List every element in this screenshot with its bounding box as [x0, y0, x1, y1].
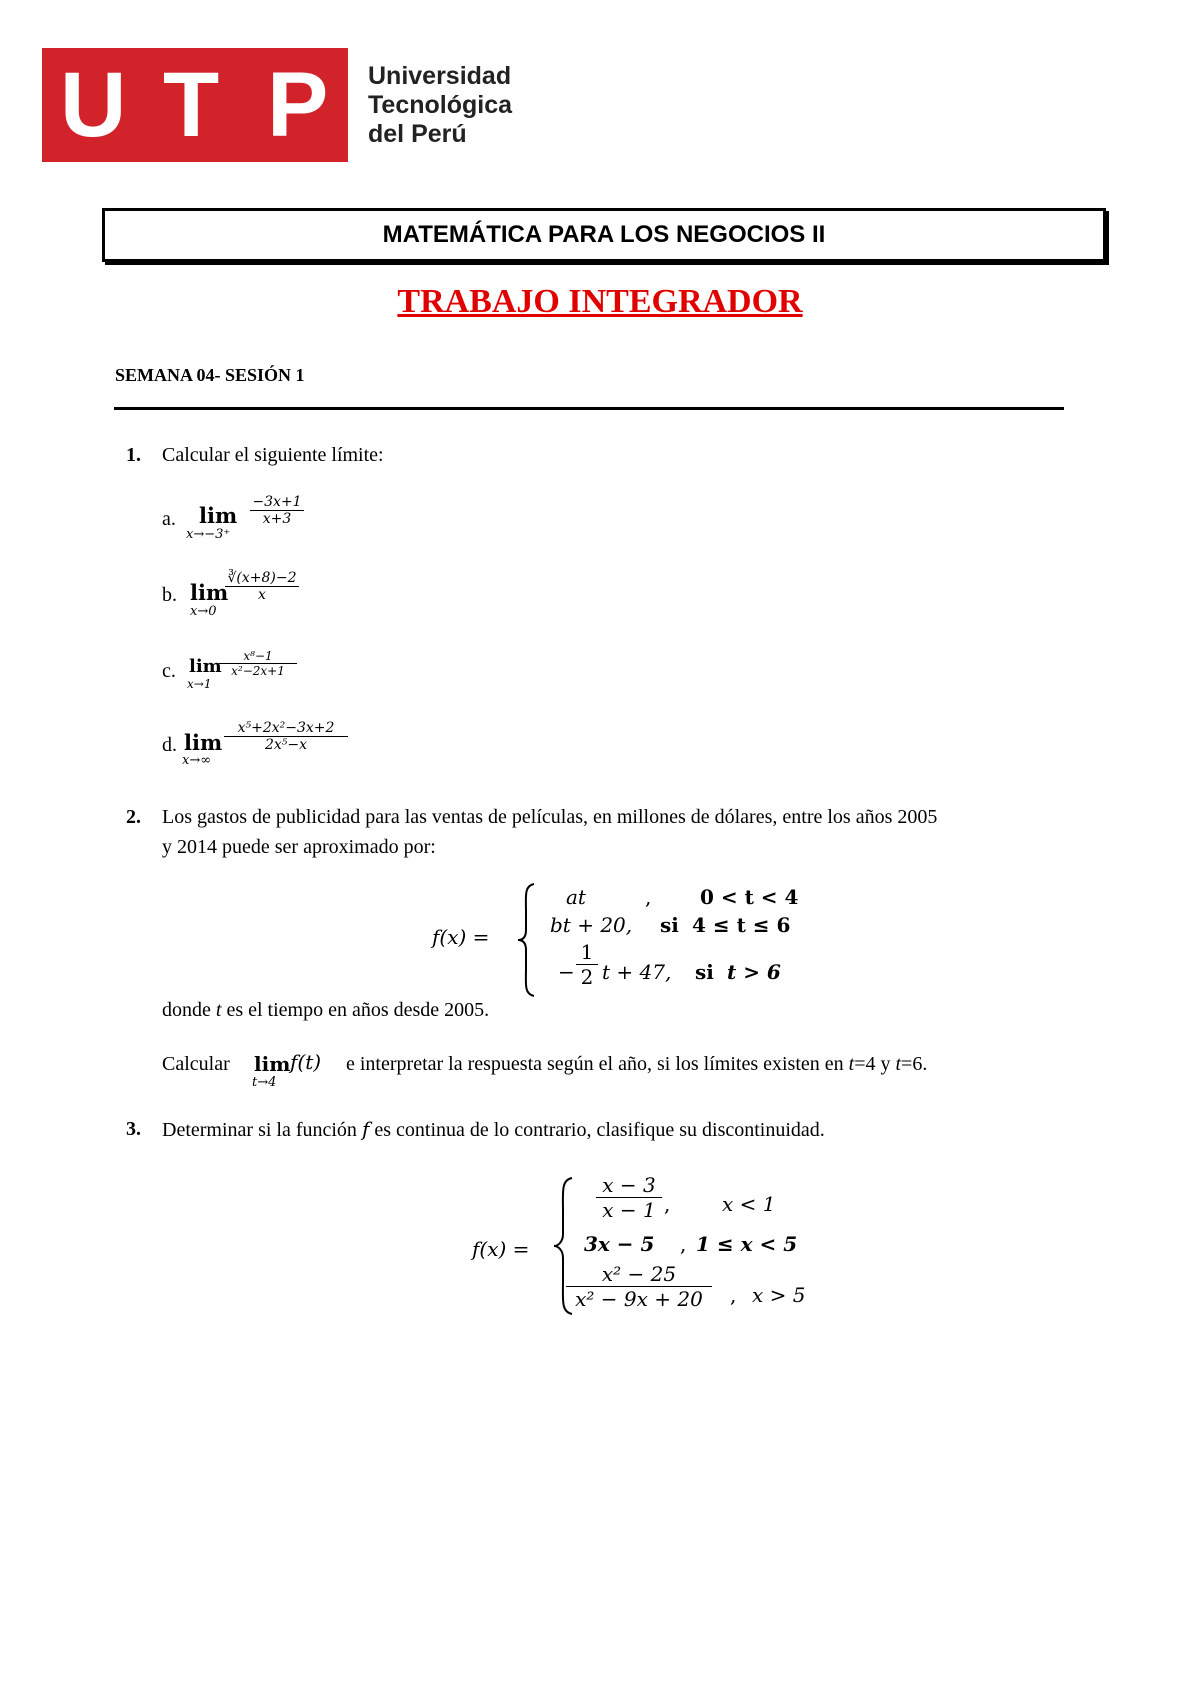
lim-operator: lim: [254, 1052, 291, 1076]
logo-letter-t: T: [163, 54, 220, 156]
lim-subscript: t→4: [252, 1075, 277, 1090]
university-name-line: del Perú: [368, 120, 467, 148]
case-condition: x > 5: [752, 1283, 806, 1307]
lim-operator: lim: [189, 656, 222, 677]
function-lhs: f(x) =: [472, 1237, 530, 1261]
denominator: x²−2x+1: [219, 663, 297, 678]
calc-var: t: [848, 1053, 855, 1075]
question-number: 1.: [126, 444, 141, 466]
denominator: x: [225, 586, 299, 603]
course-title: MATEMÁTICA PARA LOS NEGOCIOS II: [382, 221, 826, 248]
calc-text: e interpretar la respuesta según el año, si los límites existen en: [346, 1053, 844, 1075]
numerator: −3x+1: [252, 494, 302, 510]
utp-logo: [42, 48, 348, 162]
note-variable: t: [215, 999, 222, 1021]
numerator: x − 3: [602, 1173, 656, 1197]
case-expression: t + 47,: [602, 960, 672, 984]
fraction: [566, 1262, 712, 1311]
logo-letter-p: P: [267, 54, 329, 156]
fraction: [219, 649, 297, 678]
numerator: ∛(x+8)−2: [227, 570, 297, 586]
fraction: [225, 570, 299, 603]
calc-value: =6.: [901, 1053, 928, 1075]
case-condition: 4 ≤ t ≤ 6: [692, 913, 791, 937]
calc-suffix: [346, 1049, 927, 1080]
lim-subscript: x→0: [190, 604, 217, 619]
lim-subscript: x→−3⁺: [186, 527, 231, 542]
week-session: SEMANA 04- SESIÓN 1: [115, 365, 305, 385]
question-prompt: [162, 1114, 825, 1146]
lim-operator: lim: [190, 580, 229, 605]
work-title: TRABAJO INTEGRADOR: [397, 283, 803, 320]
question-prompt-line: y 2014 puede ser aproximado por:: [162, 836, 436, 858]
case-condition: 0 < t < 4: [700, 885, 799, 909]
prompt-variable: f: [361, 1117, 370, 1141]
note-part: donde: [162, 999, 216, 1021]
denominator: x+3: [250, 510, 304, 527]
lim-subscript: x→∞: [182, 753, 212, 768]
function-lhs: f(x) =: [432, 925, 490, 949]
case-expression: at: [566, 885, 586, 909]
prompt-part: Determinar si la función: [162, 1119, 362, 1141]
prompt-part: es continua de lo contrario, clasifique su discontinuidad.: [369, 1119, 825, 1141]
note-part: es el tiempo en años desde 2005.: [221, 999, 490, 1021]
logo-letter-u: U: [60, 54, 127, 156]
note-text: [162, 995, 489, 1026]
course-title-box: [102, 208, 1106, 262]
fraction: [596, 1173, 662, 1222]
case-separator: ,: [680, 1232, 687, 1256]
numerator: 1: [580, 940, 594, 964]
lim-operator: lim: [184, 730, 223, 755]
case-condition: x < 1: [722, 1192, 776, 1216]
question-prompt: Calcular el siguiente límite:: [162, 444, 384, 466]
fraction: [224, 720, 348, 753]
case-expression: 3x − 5: [584, 1232, 655, 1256]
calc-value: =4 y: [854, 1053, 896, 1075]
divider: [114, 407, 1064, 410]
case-separator: ,: [645, 885, 652, 909]
lim-operator: lim: [199, 503, 238, 528]
denominator: x² − 9x + 20: [566, 1286, 712, 1311]
university-name: [368, 62, 512, 149]
item-label: a.: [162, 508, 176, 530]
fraction: [576, 940, 598, 989]
question-number: 3.: [126, 1118, 141, 1140]
case-separator: si: [660, 913, 679, 937]
item-label: b.: [162, 584, 177, 606]
case-separator: ,: [730, 1283, 737, 1307]
denominator: x − 1: [596, 1197, 662, 1222]
university-name-line: Tecnológica: [368, 91, 513, 119]
numerator: x⁸−1: [243, 649, 273, 663]
numerator: x² − 25: [601, 1262, 677, 1286]
calc-prefix: Calcular: [162, 1053, 230, 1075]
lim-subscript: x→1: [187, 677, 212, 691]
fraction: [250, 494, 304, 527]
denominator: 2: [576, 964, 598, 989]
denominator: 2x⁵−x: [224, 736, 348, 753]
left-brace-icon: [516, 882, 538, 998]
question-number: 2.: [126, 806, 141, 828]
case-separator: ,: [664, 1192, 671, 1216]
numerator: x⁵+2x²−3x+2: [237, 720, 335, 736]
case-sign: −: [558, 960, 575, 984]
university-name-line: Universidad: [368, 62, 512, 90]
item-label: d.: [162, 734, 177, 756]
calc-var: t: [895, 1053, 902, 1075]
case-condition: t > 6: [727, 960, 781, 984]
case-condition: 1 ≤ x < 5: [696, 1232, 798, 1256]
case-expression: bt + 20,: [550, 913, 633, 937]
case-separator: si: [695, 960, 714, 984]
function-call: f(t): [290, 1050, 322, 1074]
item-label: c.: [162, 660, 176, 682]
question-prompt-line: Los gastos de publicidad para las ventas de películas, en millones de dólares, entre los años 2005: [162, 806, 938, 828]
